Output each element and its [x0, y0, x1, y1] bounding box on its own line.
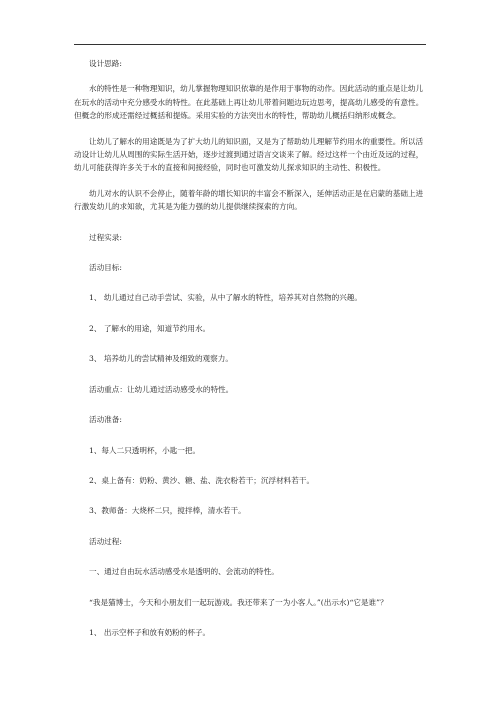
header-rule	[74, 44, 426, 45]
sub-step-1: 1、 出示空杯子和放有奶粉的杯子。	[89, 627, 211, 637]
prep-item-1: 1、每人二只透明杯，小匙一把。	[89, 445, 201, 455]
paragraph-2: 让幼儿了解水的用途既是为了扩大幼儿的知识面，又是为了帮助幼儿理解节约用水的重要性。所以活动设计让幼儿从周围的实际生活开始，逐步过渡到通过语言交谈来了解。经过这样一个由近及远的过程，幼儿可能获得许多关于水的直接和间接经验，同时也可激发幼儿探求知识的主动性、积极性。	[74, 136, 424, 173]
step-1: 一、通过自由玩水活动感受水是透明的、会流动的特性。	[89, 567, 279, 577]
goal-item-1: 1、 幼儿通过自己动手尝试、实验，从中了解水的特性，培养其对自然物的兴趣。	[89, 293, 363, 303]
activity-focus: 活动重点：让幼儿通过活动感受水的特性。	[89, 384, 234, 394]
quote-line: “我是猫博士，今天和小朋友们一起玩游戏。我还带来了一为小客人。”(出示水)“它是谁”？	[89, 597, 388, 607]
document-body	[74, 57, 426, 639]
prep-item-3: 3、教师备：大烧杯二只，搅拌棒，清水若干。	[89, 506, 246, 516]
goal-item-2: 2、 了解水的用途，知道节约用水。	[89, 323, 211, 333]
section-heading-design: 设计思路:	[89, 59, 122, 68]
section-heading-steps: 活动过程:	[89, 536, 122, 546]
section-heading-process: 过程实录:	[89, 232, 122, 242]
section-heading-goals: 活动目标:	[89, 263, 122, 273]
goal-item-3: 3、 培养幼儿的尝试精神及细致的观察力。	[89, 354, 233, 364]
prep-item-2: 2、桌上备有：奶粉、黄沙、糖、盐、洗衣粉若干；沉浮材料若干。	[89, 475, 315, 485]
section-heading-prep: 活动准备:	[89, 415, 122, 425]
paragraph-1: 水的特性是一种物理知识，幼儿掌握物理知识依靠的是作用于事物的动作。因此活动的重点是让幼儿在玩水的活动中充分感受水的特性。在此基础上再让幼儿带着问题边玩边思考，提高幼儿感受的有意性。但概念的形成还需经过概括和提炼。采用实验的方法突出水的特性，帮助幼儿概括归纳形成概念。	[74, 84, 424, 121]
paragraph-3: 幼儿对水的认识不会停止，随着年龄的增长知识的丰富会不断深入，延伸活动正是在启蒙的基础上进行激发幼儿的求知欲，尤其是为能力强的幼儿提供继续探索的方向。	[74, 188, 424, 212]
